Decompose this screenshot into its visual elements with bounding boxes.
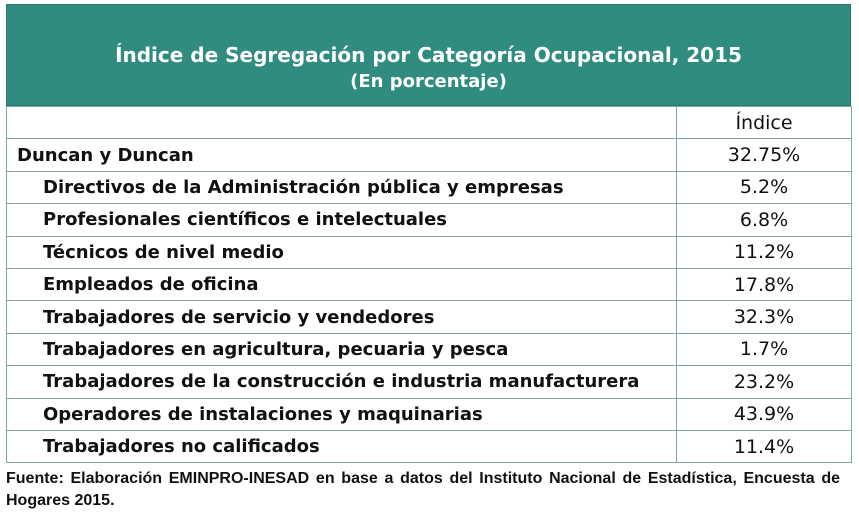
row-value: 6.8% [677, 204, 852, 236]
table-row [7, 333, 852, 365]
row-label: Empleados de oficina [7, 268, 677, 300]
row-value: 43.9% [677, 398, 852, 430]
row-value: 5.2% [677, 171, 852, 203]
row-value: 32.75% [677, 139, 852, 171]
column-header-indice: Índice [677, 107, 852, 139]
row-label: Trabajadores de servicio y vendedores [7, 301, 677, 333]
row-label: Directivos de la Administración pública y empresas [7, 171, 677, 203]
table-row [7, 204, 852, 236]
row-label: Operadores de instalaciones y maquinarias [7, 398, 677, 430]
table-row [7, 171, 852, 203]
row-value: 32.3% [677, 301, 852, 333]
row-value: 1.7% [677, 333, 852, 365]
table-row [7, 301, 852, 333]
row-label: Duncan y Duncan [7, 139, 677, 171]
row-label: Técnicos de nivel medio [7, 236, 677, 268]
row-label: Trabajadores de la construcción e industria manufacturera [7, 366, 677, 398]
row-label: Profesionales científicos e intelectuales [7, 204, 677, 236]
table-row [7, 398, 852, 430]
table-title-banner [6, 4, 851, 106]
source-note: Fuente: Elaboración EMINPRO-INESAD en base a datos del Instituto Nacional de Estadística, Encuesta de Hogares 2015. [6, 470, 840, 509]
table-row-main [7, 139, 852, 171]
table-subtitle: (En porcentaje) [350, 71, 507, 92]
segregation-table [6, 106, 852, 463]
table-row [7, 366, 852, 398]
row-value: 11.2% [677, 236, 852, 268]
segregation-table-container [6, 4, 851, 463]
table-row [7, 236, 852, 268]
row-label: Trabajadores no calificados [7, 430, 677, 462]
table-row [7, 430, 852, 462]
row-label: Trabajadores en agricultura, pecuaria y pesca [7, 333, 677, 365]
row-value: 11.4% [677, 430, 852, 462]
table-row [7, 268, 852, 300]
row-value: 17.8% [677, 268, 852, 300]
row-value: 23.2% [677, 366, 852, 398]
header-empty-cell [7, 107, 677, 139]
header-row [7, 107, 852, 139]
table-title: Índice de Segregación por Categoría Ocupacional, 2015 [115, 43, 742, 67]
